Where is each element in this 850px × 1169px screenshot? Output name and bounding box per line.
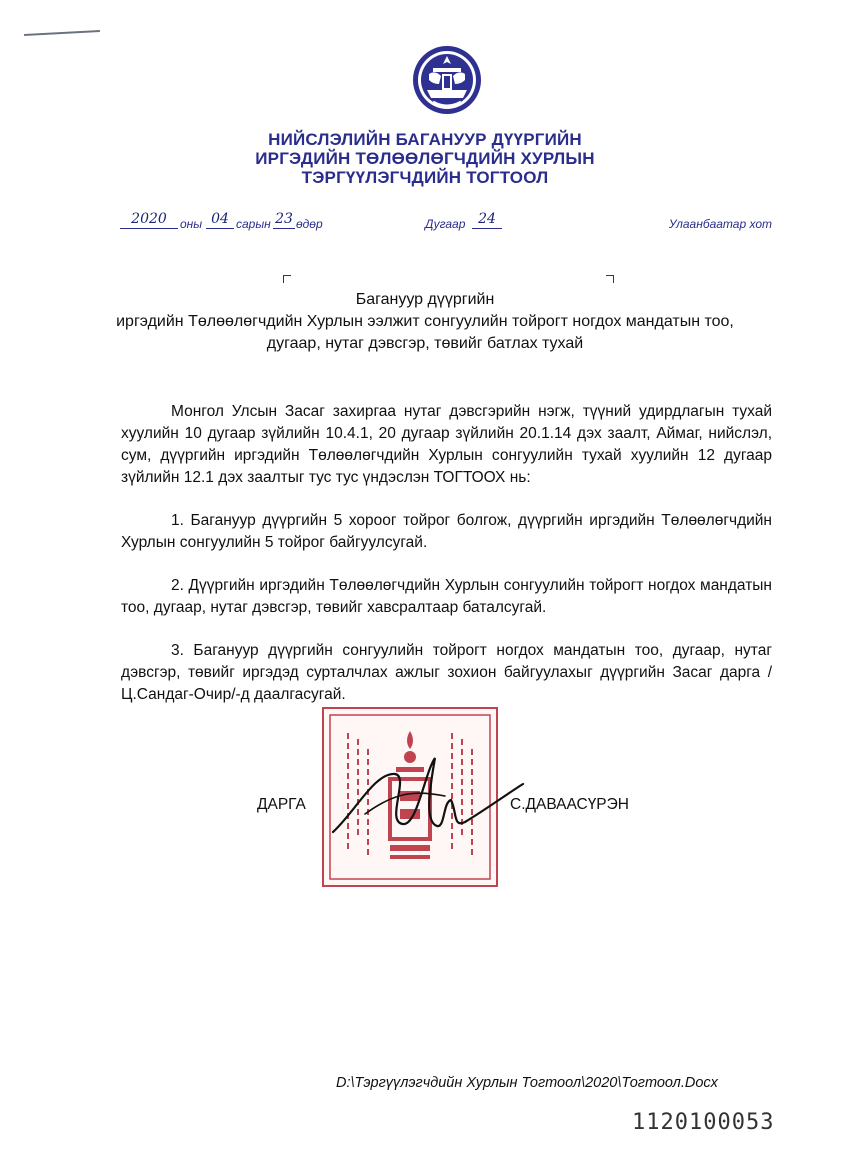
resolution-body — [121, 401, 772, 727]
day-suffix: өдөр — [296, 217, 323, 231]
date-number-row — [120, 213, 772, 237]
clause-1: 1. Багануур дүүргийн 5 хороог тойрог болгож, дүүргийн иргэдийн Төлөөлөгчдийн Хурлын сонгуулийн 5 тойрог байгуулсугай. — [121, 512, 772, 551]
clause-2: 2. Дүүргийн иргэдийн Төлөөлөгчдийн Хурлын сонгуулийн тойрогт ногдох мандатын тоо, дугаар, нутаг дэвсгэр, төвийг хавсралтаар баталсугай. — [121, 577, 772, 616]
month-value: 04 — [206, 213, 234, 229]
preamble-paragraph: Монгол Улсын Засаг захиргаа нутаг дэвсгэрийн нэгж, түүний удирдлагын тухай хуулийн 10 дугаар зүйлийн 10.4.1, 20 дугаар зүйлийн 20.1.14 дэх заалт, Аймаг, нийслэл, сум, дүүргийн иргэдийн Төлөөлөгчдийн Хурлын сонгуулийн тухай хуулийн 12 дугаар зүйлийн 12.1 дэх заалтыг тус тус үндэслэн ТОГТООХ нь: — [121, 403, 772, 486]
clause-3: 3. Багануур дүүргийн сонгуулийн тойрогт ногдох мандатын тоо, дугаар, нутаг дэвсгэр, төвийг иргэдэд сурталчлах ажлыг зохион байгуулахыг дүүргийн Засаг дарга /Ц.Сандаг-Очир/-д даалгасугай. — [121, 642, 772, 703]
state-emblem-icon — [411, 44, 483, 116]
signatory-name: С.ДАВААСҮРЭН — [510, 796, 629, 813]
subject-corner-right — [606, 275, 614, 283]
subject-line-1: Багануур дүүргийн — [355, 291, 495, 308]
document-number: 1120100053 — [632, 1110, 775, 1135]
month-suffix: сарын — [236, 217, 271, 231]
resolution-title — [0, 130, 850, 187]
file-path: D:\Тэргүүлэгчдийн Хурлын Тогтоол\2020\Тогтоол.Docx — [336, 1075, 718, 1091]
title-line-1: НИЙСЛЭЛИЙН БАГАНУУР ДҮҮРГИЙН — [268, 130, 582, 149]
number-label: Дугаар — [425, 217, 466, 231]
year-suffix: оны — [180, 217, 203, 231]
scan-mark — [24, 30, 100, 36]
title-line-2: ИРГЭДИЙН ТӨЛӨӨЛӨГЧДИЙН ХУРЛЫН — [255, 149, 595, 168]
resolution-subject — [80, 289, 770, 355]
subject-line-2: иргэдийн Төлөөлөгчдийн Хурлын ээлжит сонгуулийн тойрогт ногдох мандатын тоо, — [116, 313, 734, 330]
handwritten-signature — [325, 752, 525, 842]
signatory-title: ДАРГА — [257, 796, 306, 813]
number-value: 24 — [472, 213, 502, 229]
city-label: Улаанбаатар хот — [668, 217, 772, 231]
subject-line-3: дугаар, нутаг дэвсгэр, төвийг батлах тухай — [266, 335, 584, 352]
subject-corner-left — [283, 275, 291, 283]
year-value: 2020 — [120, 213, 178, 229]
day-value: 23 — [273, 213, 295, 229]
title-line-3: ТЭРГҮҮЛЭГЧДИЙН ТОГТООЛ — [301, 168, 549, 187]
